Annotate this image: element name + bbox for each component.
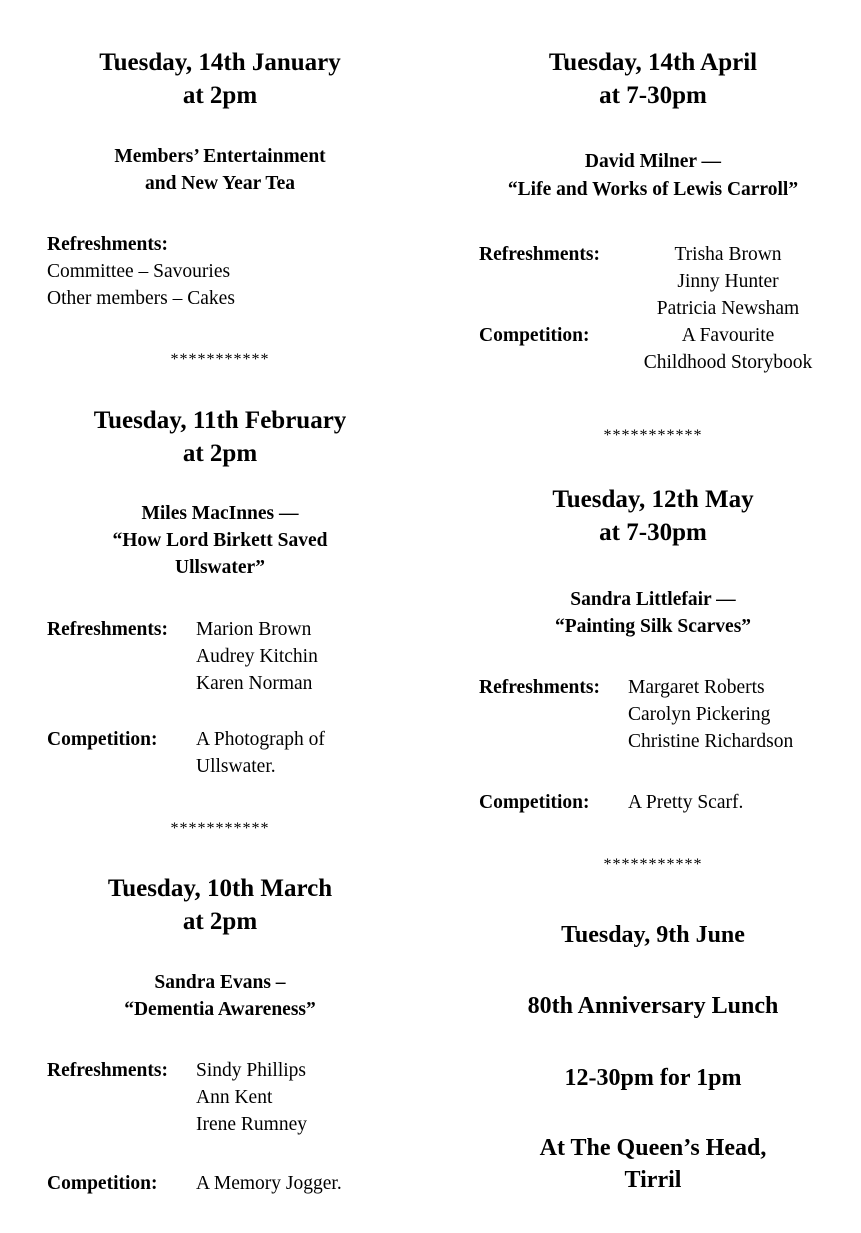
competition-text: A Memory Jogger. [196, 1173, 342, 1194]
competition-text: A Pretty Scarf. [628, 792, 744, 813]
event-date: Tuesday, 9th June [561, 922, 745, 948]
refreshments-label: Refreshments: [479, 244, 600, 265]
event-date: Tuesday, 12th May [552, 486, 754, 513]
speaker: Sandra Littlefair — [570, 589, 736, 610]
refreshments-name: Marion Brown [196, 619, 312, 640]
event-venue: At The Queen’s Head, [539, 1135, 767, 1161]
refreshments-label: Refreshments: [47, 1060, 168, 1081]
refreshments-label: Refreshments: [47, 234, 168, 255]
speaker: David Milner — [584, 151, 722, 172]
competition-text: A Photograph of [196, 729, 325, 750]
separator: *********** [603, 856, 703, 873]
refreshments-label: Refreshments: [47, 619, 168, 640]
refreshments-name: Trisha Brown [674, 244, 782, 265]
separator: *********** [170, 820, 270, 837]
competition-label: Competition: [47, 1173, 158, 1194]
separator: *********** [170, 351, 270, 368]
refreshments-name: Audrey Kitchin [196, 646, 318, 667]
refreshments-name: Patricia Newsham [656, 298, 800, 319]
refreshments-name: Sindy Phillips [196, 1060, 306, 1081]
event-date: Tuesday, 14th April [548, 49, 758, 76]
refreshments-line: Committee – Savouries [47, 261, 231, 282]
event-time: at 7-30pm [599, 519, 707, 546]
competition-text: A Favourite [681, 325, 775, 346]
speaker: Sandra Evans – [154, 972, 286, 993]
refreshments-name: Margaret Roberts [628, 677, 765, 698]
refreshments-name: Jinny Hunter [677, 271, 779, 292]
event-time: at 2pm [182, 908, 258, 935]
event-time: at 2pm [182, 82, 258, 109]
competition-text: Childhood Storybook [643, 352, 813, 373]
talk-title: Ullswater” [175, 557, 265, 578]
event-time: at 2pm [182, 440, 258, 467]
event-title: and New Year Tea [144, 173, 296, 194]
event-time: 12-30pm for 1pm [564, 1065, 742, 1091]
speaker: Miles MacInnes — [141, 503, 299, 524]
refreshments-line: Other members – Cakes [47, 288, 235, 309]
refreshments-name: Christine Richardson [628, 731, 794, 752]
event-date: Tuesday, 14th January [99, 49, 341, 76]
event-venue: Tirril [624, 1167, 682, 1193]
competition-text: Ullswater. [196, 756, 276, 777]
talk-title: “Painting Silk Scarves” [554, 616, 752, 637]
talk-title: “Dementia Awareness” [124, 999, 316, 1020]
event-title: Members’ Entertainment [114, 146, 326, 167]
refreshments-label: Refreshments: [479, 677, 600, 698]
talk-title: “Life and Works of Lewis Carroll” [507, 179, 799, 200]
event-date: Tuesday, 11th February [93, 407, 347, 434]
competition-label: Competition: [47, 729, 158, 750]
refreshments-name: Carolyn Pickering [628, 704, 771, 725]
refreshments-name: Karen Norman [196, 673, 313, 694]
competition-label: Competition: [479, 325, 590, 346]
refreshments-name: Irene Rumney [196, 1114, 308, 1135]
event-title: 80th Anniversary Lunch [527, 993, 779, 1019]
refreshments-name: Ann Kent [196, 1087, 273, 1108]
event-time: at 7-30pm [599, 82, 707, 109]
competition-label: Competition: [479, 792, 590, 813]
separator: *********** [603, 427, 703, 444]
talk-title: “How Lord Birkett Saved [112, 530, 328, 551]
event-date: Tuesday, 10th March [107, 875, 333, 902]
